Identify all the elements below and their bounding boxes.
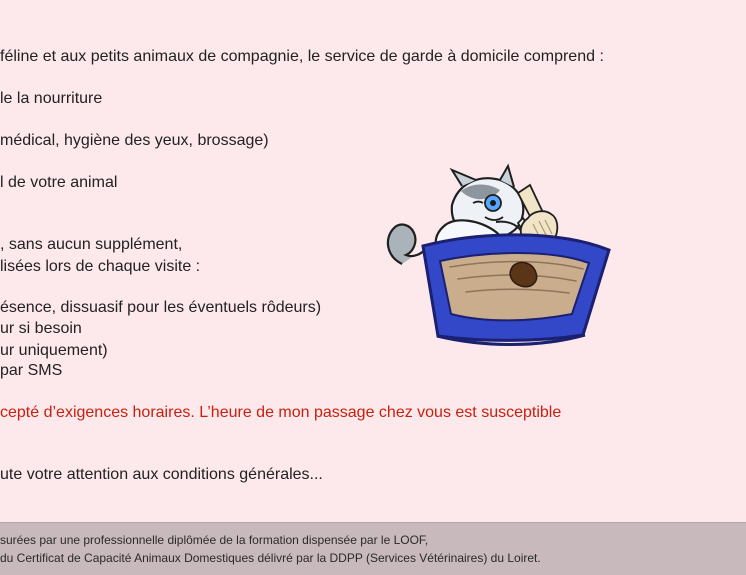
- service-item-animal: l de votre animal: [0, 174, 118, 191]
- litter-box-icon: [423, 235, 609, 345]
- extras-intro-1: , sans aucun supplément,: [0, 236, 183, 253]
- footer: [0, 522, 746, 575]
- notice-text: cepté d’exigences horaires. L’heure de mon passage chez vous est susceptible: [0, 404, 562, 421]
- footer-line-2: du Certificat de Capacité Animaux Domestiques délivré par la DDPP (Services Vétérinaires) du Loiret.: [0, 551, 541, 565]
- service-item-food: le la nourriture: [0, 90, 103, 107]
- service-item-care: médical, hygiène des yeux, brossage): [0, 132, 269, 149]
- extra-item-presence: ésence, dissuasif pour les éventuels rôdeurs): [0, 299, 322, 316]
- cat-litter-box-illustration: [382, 160, 618, 350]
- extra-item-if-needed: ur si besoin: [0, 320, 82, 337]
- extra-item-only: ur uniquement): [0, 342, 108, 359]
- extra-item-sms: par SMS: [0, 362, 63, 379]
- services-intro: féline et aux petits animaux de compagnie, le service de garde à domicile comprend :: [0, 48, 604, 65]
- conditions-text: ute votre attention aux conditions générales...: [0, 466, 323, 483]
- footer-line-1: surées par une professionnelle diplômée de la formation dispensée par le LOOF,: [0, 533, 429, 547]
- extras-intro-2: lisées lors de chaque visite :: [0, 258, 201, 275]
